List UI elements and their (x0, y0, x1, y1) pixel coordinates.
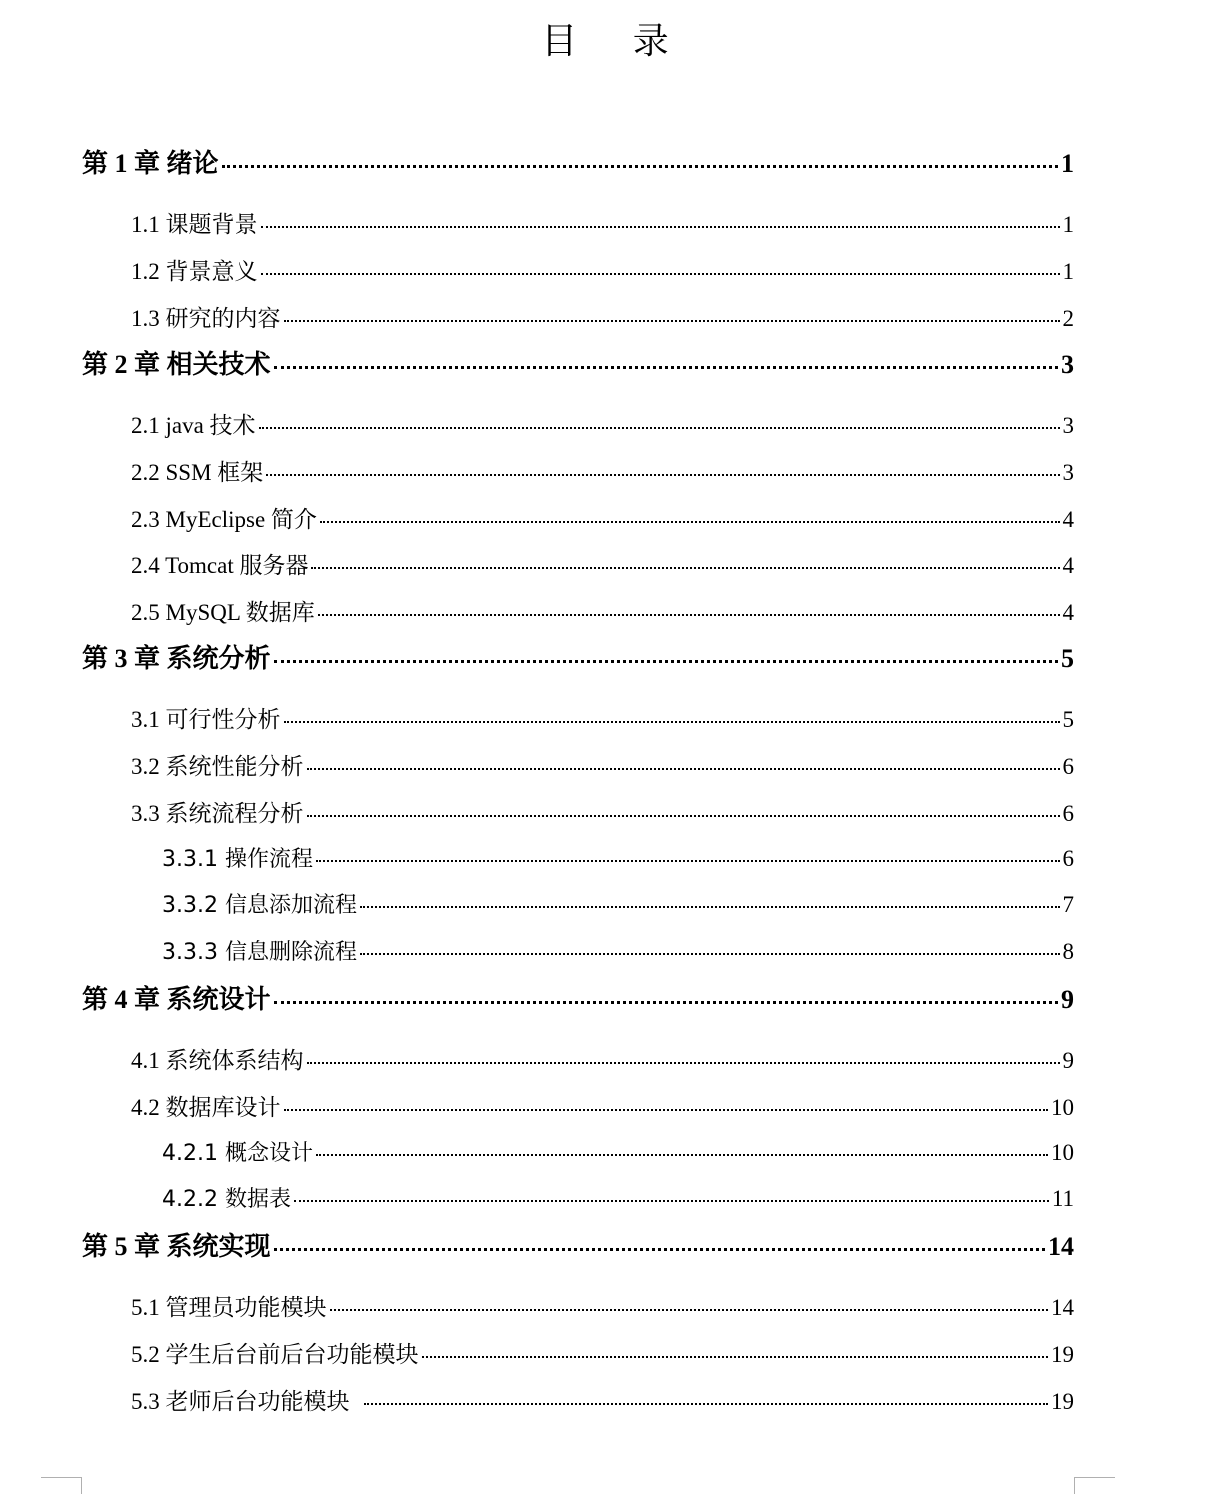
toc-entry-label: 3.3.1 操作流程 (162, 847, 313, 872)
toc-leader (274, 660, 1058, 663)
toc-page-number: 14 (1048, 1232, 1074, 1261)
toc-entry-label: 3.1 可行性分析 (131, 707, 281, 732)
toc-entry-label: 第 2 章 相关技术 (82, 350, 271, 379)
toc-page-number: 11 (1051, 1186, 1074, 1211)
toc-entry-label: 3.3.3 信息删除流程 (162, 940, 357, 965)
toc-entry-label: 2.1 java 技术 (131, 413, 256, 438)
toc-leader (274, 1248, 1045, 1251)
toc-leader (222, 165, 1058, 168)
toc-leader (307, 815, 1060, 817)
toc-entry-label: 4.2.1 概念设计 (162, 1141, 313, 1166)
toc-leader (330, 1309, 1049, 1311)
toc-leader (266, 474, 1059, 476)
toc-page-number: 19 (1051, 1342, 1074, 1367)
toc-page-number: 4 (1062, 507, 1074, 532)
toc-leader (316, 860, 1060, 862)
toc-page-number: 14 (1051, 1295, 1074, 1320)
toc-page-number: 10 (1051, 1095, 1074, 1120)
toc-entry-label: 第 5 章 系统实现 (82, 1232, 271, 1261)
toc-page-number: 4 (1062, 600, 1074, 625)
toc-page-number: 5 (1061, 644, 1074, 673)
toc-entry-label: 4.2 数据库设计 (131, 1095, 281, 1120)
toc-leader (318, 614, 1060, 616)
toc-entry-2-5[interactable] (131, 594, 1074, 627)
toc-leader (274, 1001, 1058, 1004)
toc-entry-3-1[interactable] (131, 701, 1074, 734)
toc-leader (261, 226, 1060, 228)
toc-leader (422, 1356, 1049, 1358)
toc-leader (259, 427, 1060, 429)
toc-leader (274, 366, 1058, 369)
toc-leader (320, 521, 1060, 523)
toc-page-number: 3 (1062, 460, 1074, 485)
toc-entry-label: 2.4 Tomcat 服务器 (131, 553, 309, 578)
toc-entry-4-2[interactable] (131, 1089, 1074, 1122)
toc-page-number: 4 (1062, 553, 1074, 578)
toc-page-number: 9 (1061, 985, 1074, 1014)
toc-entry-label: 3.3.2 信息添加流程 (162, 893, 357, 918)
toc-entry-label: 3.3 系统流程分析 (131, 801, 304, 826)
toc-entry-label: 2.2 SSM 框架 (131, 460, 264, 485)
toc-leader (307, 1062, 1060, 1064)
toc-leader (284, 721, 1060, 723)
toc-page-number: 1 (1061, 149, 1074, 178)
toc-page-number: 7 (1062, 892, 1074, 917)
toc-entry-chapter-4[interactable] (82, 979, 1074, 1016)
toc-entry-4-2-2[interactable] (162, 1182, 1074, 1213)
toc-entry-label: 5.3 老师后台功能模块 (131, 1389, 361, 1414)
toc-page-number: 3 (1061, 350, 1074, 379)
toc-leader (316, 1154, 1048, 1156)
toc-entry-5-2[interactable] (131, 1336, 1074, 1369)
toc-entry-1-1[interactable] (131, 206, 1074, 239)
toc-entry-4-2-1[interactable] (162, 1136, 1074, 1167)
toc-entry-chapter-5[interactable] (82, 1226, 1074, 1263)
toc-entry-label: 1.3 研究的内容 (131, 306, 281, 331)
toc-entry-label: 第 3 章 系统分析 (82, 644, 271, 673)
toc-entry-3-3-1[interactable] (162, 842, 1074, 873)
toc-entry-2-1[interactable] (131, 407, 1074, 440)
toc-entry-3-3[interactable] (131, 795, 1074, 828)
toc-page-number: 1 (1062, 212, 1074, 237)
toc-leader (364, 1403, 1048, 1405)
toc-entry-label: 2.5 MySQL 数据库 (131, 600, 315, 625)
toc-entry-label: 4.2.2 数据表 (162, 1187, 291, 1212)
toc-entry-label: 1.2 背景意义 (131, 259, 258, 284)
toc-entry-2-3[interactable] (131, 501, 1074, 534)
toc-page-number: 6 (1062, 754, 1074, 779)
toc-entry-chapter-2[interactable] (82, 344, 1074, 381)
toc-leader (311, 567, 1059, 569)
toc-leader (284, 1109, 1049, 1111)
toc-entry-label: 2.3 MyEclipse 简介 (131, 507, 317, 532)
toc-entry-1-3[interactable] (131, 300, 1074, 333)
toc-page-number: 8 (1062, 939, 1074, 964)
toc-leader (307, 768, 1060, 770)
toc-entry-label: 4.1 系统体系结构 (131, 1048, 304, 1073)
toc-entry-label: 5.1 管理员功能模块 (131, 1295, 327, 1320)
toc-title: 目 录 (541, 21, 691, 62)
toc-entry-3-3-3[interactable] (162, 935, 1074, 966)
toc-leader (284, 320, 1060, 322)
toc-page-number: 10 (1051, 1140, 1074, 1165)
toc-page-number: 5 (1062, 707, 1074, 732)
toc-page-number: 19 (1051, 1389, 1074, 1414)
toc-page-number: 9 (1062, 1048, 1074, 1073)
toc-entry-2-2[interactable] (131, 454, 1074, 487)
page-corner-mark-left (41, 1477, 82, 1494)
toc-entry-1-2[interactable] (131, 253, 1074, 286)
toc-leader (294, 1200, 1049, 1202)
toc-entry-3-2[interactable] (131, 748, 1074, 781)
toc-entry-label: 第 1 章 绪论 (82, 149, 219, 178)
toc-entry-5-3[interactable] (131, 1383, 1074, 1416)
toc-entry-chapter-1[interactable] (82, 143, 1074, 180)
toc-leader (261, 273, 1060, 275)
toc-leader (360, 906, 1060, 908)
toc-entry-label: 1.1 课题背景 (131, 212, 258, 237)
toc-page-number: 6 (1062, 801, 1074, 826)
toc-entry-5-1[interactable] (131, 1289, 1074, 1322)
toc-entry-label: 第 4 章 系统设计 (82, 985, 271, 1014)
toc-page-number: 3 (1062, 413, 1074, 438)
toc-leader (360, 953, 1060, 955)
toc-entry-label: 3.2 系统性能分析 (131, 754, 304, 779)
toc-entry-4-1[interactable] (131, 1042, 1074, 1075)
toc-entry-label: 5.2 学生后台前后台功能模块 (131, 1342, 419, 1367)
toc-entry-3-3-2[interactable] (162, 888, 1074, 919)
toc-entry-chapter-3[interactable] (82, 638, 1074, 675)
toc-entry-2-4[interactable] (131, 547, 1074, 580)
page-corner-mark-right (1074, 1477, 1115, 1494)
toc-page-number: 2 (1062, 306, 1074, 331)
toc-page-number: 6 (1062, 846, 1074, 871)
toc-page-number: 1 (1062, 259, 1074, 284)
